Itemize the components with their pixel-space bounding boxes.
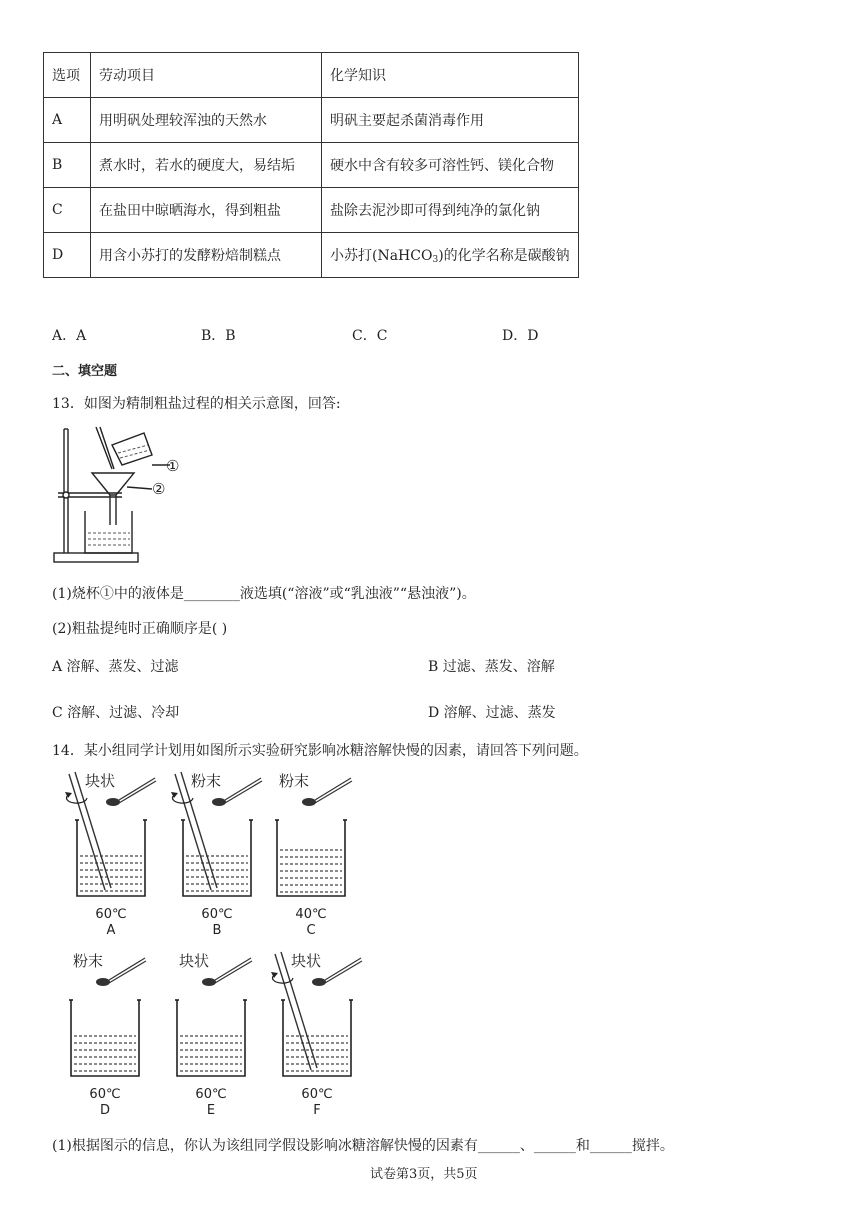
q13-option-a: A 溶解、蒸发、过滤 [52,659,179,675]
row-project: 在盐田中晾晒海水，得到粗盐 [91,188,322,233]
beaker-a [65,772,156,938]
q14-sub1: (1)根据图示的信息，你认为该组同学假设影响冰糖溶解快慢的因素有______、______和______搅拌。 [52,1138,674,1154]
row-option: C [44,188,91,233]
spoon-icon [106,798,120,806]
choice-d: D．D [502,328,539,344]
knowledge-subscript: 3 [432,255,439,265]
row-knowledge: 硬水中含有较多可溶性钙、镁化合物 [322,143,579,188]
funnel [92,473,134,495]
header-knowledge: 化学知识 [322,53,579,98]
knowledge-text-post: )的化学名称是碳酸钠 [438,248,570,264]
temperature-label: 40℃ [295,907,327,922]
row-project: 煮水时，若水的硬度大，易结垢 [91,143,322,188]
pouring-beaker [112,433,152,465]
beaker-b [171,772,262,938]
filtration-diagram [52,425,192,567]
section-title: 二、填空题 [52,364,118,379]
label-funnel-2: ② [152,480,166,498]
table-row [44,233,579,278]
q13-sub2: (2)粗盐提纯时正确顺序是( ) [52,621,228,637]
choice-a: A．A [52,328,87,344]
temperature-label: 60℃ [301,1087,333,1102]
choice-c: C．C [352,328,388,344]
sample-label: 块状 [85,772,116,790]
beaker-letter: C [306,923,316,938]
q13-sub1: (1)烧杯①中的液体是________液选填(“溶液”或“乳浊液”“悬浊液”)。 [52,586,476,602]
q14-stem: 14．某小组同学计划用如图所示实验研究影响冰糖溶解快慢的因素，请回答下列问题。 [52,743,588,759]
spoon-icon [312,978,326,986]
table-row [44,188,579,233]
row-knowledge: 盐除去泥沙即可得到纯净的氯化钠 [322,188,579,233]
temperature-label: 60℃ [95,907,127,922]
beaker-e [175,952,252,1118]
header-option: 选项 [44,53,91,98]
row-knowledge: 明矾主要起杀菌消毒作用 [322,98,579,143]
row-option: B [44,143,91,188]
beaker-letter: B [212,923,222,938]
sample-label: 块状 [179,952,210,970]
row-knowledge [322,233,579,278]
row-project: 用明矾处理较浑浊的天然水 [91,98,322,143]
beaker-experiment-figure [55,768,375,1120]
row-project: 用含小苏打的发酵粉焙制糕点 [91,233,322,278]
beaker-letter: E [206,1103,216,1118]
stand-base [54,553,138,562]
q13-option-b: B 过滤、蒸发、溶解 [428,659,555,675]
q13-option-c: C 溶解、过滤、冷却 [52,705,180,721]
beaker-c [275,772,352,938]
knowledge-text-pre: 小苏打(NaHCO [330,248,433,264]
temperature-label: 60℃ [201,907,233,922]
beaker-f [271,952,362,1118]
beaker-d [69,952,146,1118]
header-project: 劳动项目 [91,53,322,98]
question-table [43,52,579,278]
beaker-letter: F [313,1103,321,1118]
sample-label: 粉末 [191,772,222,790]
row-option: A [44,98,91,143]
table-row [44,143,579,188]
spoon-icon [302,798,316,806]
temperature-label: 60℃ [195,1087,227,1102]
spoon-icon [96,978,110,986]
sample-label: 粉末 [279,772,310,790]
glass-rod [96,427,114,469]
row-option: D [44,233,91,278]
q13-option-d: D 溶解、过滤、蒸发 [428,705,556,721]
beaker-letter: A [106,923,116,938]
table-row [44,98,579,143]
receiving-beaker [85,511,132,553]
sample-label: 粉末 [73,952,104,970]
spoon-icon [212,798,226,806]
temperature-label: 60℃ [89,1087,121,1102]
page-footer: 试卷第3页，共5页 [370,1167,478,1182]
choice-b: B．B [201,328,236,344]
table-header-row [44,53,579,98]
spoon-icon [202,978,216,986]
beaker-letter: D [99,1103,111,1118]
sample-label: 块状 [291,952,322,970]
label-beaker-1: ① [166,457,180,475]
q13-stem: 13．如图为精制粗盐过程的相关示意图，回答: [52,396,341,412]
